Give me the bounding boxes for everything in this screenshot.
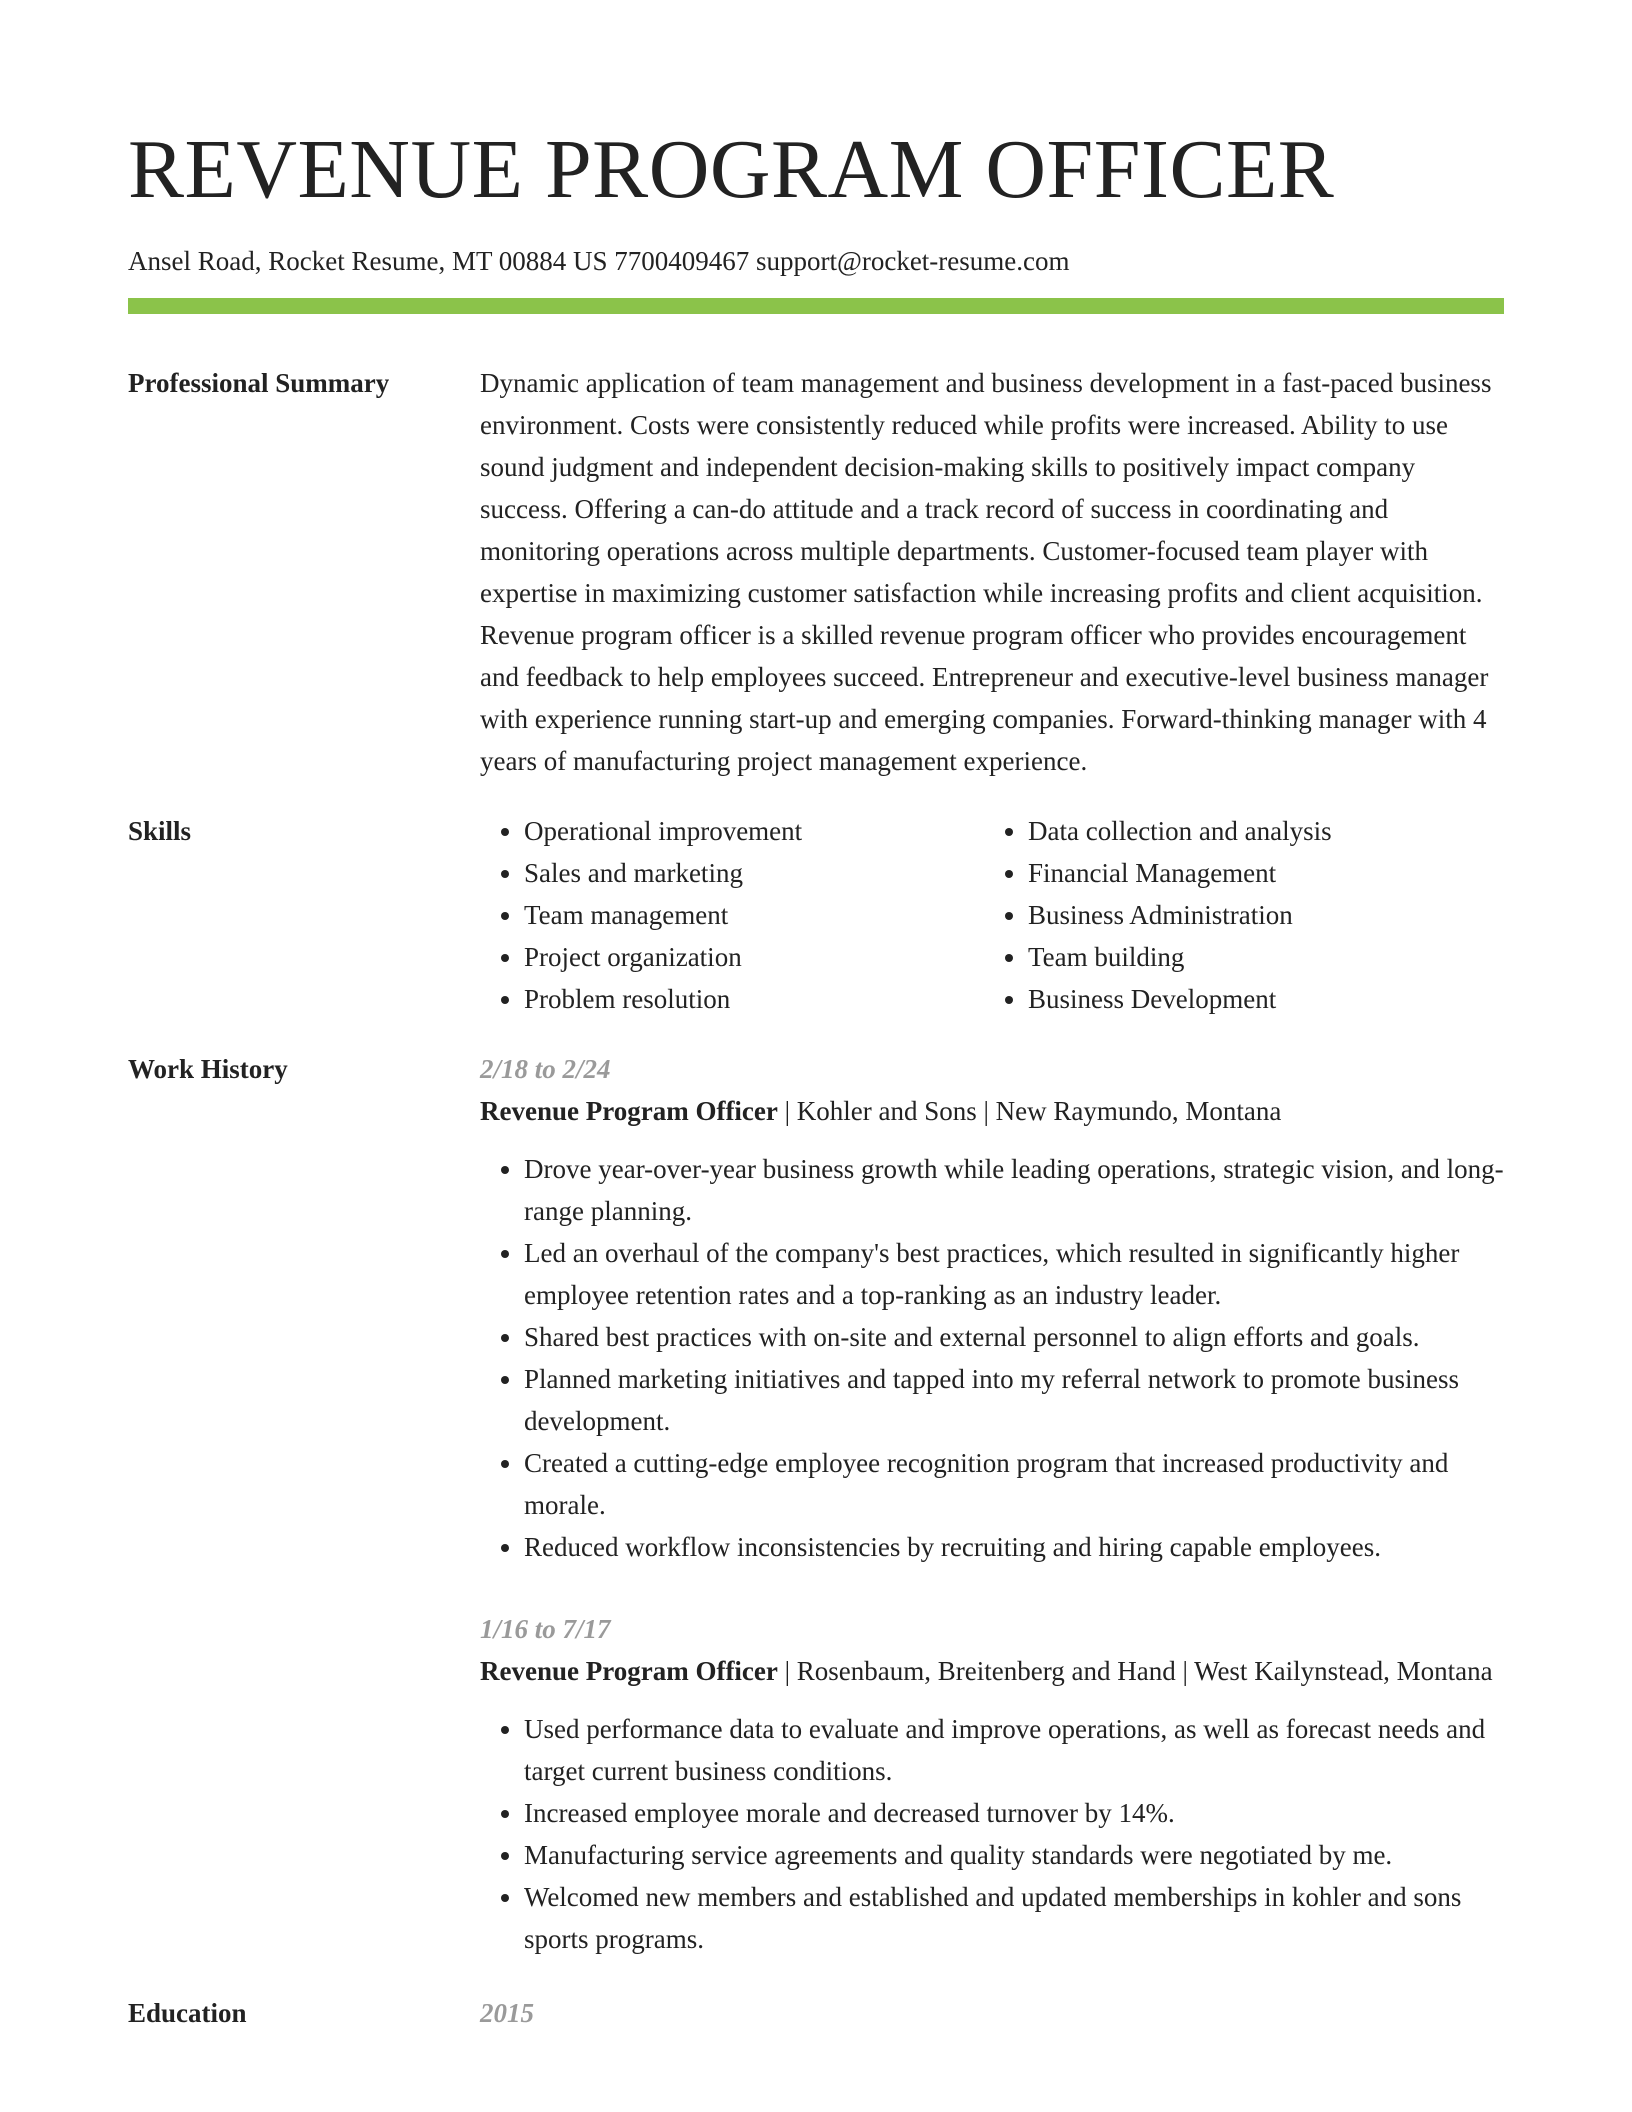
job-bullet: • Led an overhaul of the company's best practices, which resulted in significantly higher employee retention rates and a top-ranking as an industry leader. [524,1232,1504,1316]
education-body [480,1992,1504,2034]
job-details: | Kohler and Sons | New Raymundo, Montana [777,1096,1282,1126]
skill-item: • Sales and marketing [524,852,984,894]
skill-item: • Financial Management [1028,852,1488,894]
skill-item: • Team management [524,894,984,936]
job-bullet-list [480,1148,1504,1568]
resume-title: REVENUE PROGRAM OFFICER [128,123,1335,216]
job-bullet: • Manufacturing service agreements and quality standards were negotiated by me. [524,1834,1504,1876]
education-section [128,1992,1504,2034]
job-date: 1/16 to 7/17 [480,1614,611,1644]
summary-section [128,362,1504,782]
accent-divider [128,298,1504,314]
contact-line: Ansel Road, Rocket Resume, MT 00884 US 7700409467 support@rocket-resume.com [128,246,1070,276]
work-history-section [128,1048,1504,1960]
job-bullet-list [480,1708,1504,1960]
work-history-body [480,1048,1504,1960]
skills-list-left [480,810,984,1020]
job-bullet: • Used performance data to evaluate and improve operations, as well as forecast needs and target current business conditions. [524,1708,1504,1792]
skill-item: • Business Administration [1028,894,1488,936]
job-bullet: • Planned marketing initiatives and tapped into my referral network to promote business development. [524,1358,1504,1442]
skill-item: • Operational improvement [524,810,984,852]
skill-item: • Problem resolution [524,978,984,1020]
resume-page [128,0,1504,2034]
job-bullet: • Drove year-over-year business growth while leading operations, strategic vision, and long-range planning. [524,1148,1504,1232]
job-details: | Rosenbaum, Breitenberg and Hand | West Kailynstead, Montana [777,1656,1493,1686]
job-title-line [480,1090,1504,1132]
job-bullet: • Increased employee morale and decreased turnover by 14%. [524,1792,1504,1834]
skill-item: • Data collection and analysis [1028,810,1488,852]
job-date: 2/18 to 2/24 [480,1054,611,1084]
job-title: Revenue Program Officer [480,1656,778,1686]
education-date: 2015 [480,1998,534,2028]
job-bullet: • Reduced workflow inconsistencies by recruiting and hiring capable employees. [524,1526,1504,1568]
job-title: Revenue Program Officer [480,1096,778,1126]
skills-body [480,810,1504,1020]
job-bullet: • Welcomed new members and established and updated memberships in kohler and sons sports programs. [524,1876,1504,1960]
job-entry [480,1048,1504,1568]
job-title-line [480,1650,1504,1692]
job-entry [480,1608,1504,1960]
skill-item: • Project organization [524,936,984,978]
education-heading: Education [128,1998,247,2028]
skill-item: • Business Development [1028,978,1488,1020]
skills-list-right [984,810,1488,1020]
summary-heading: Professional Summary [128,368,390,398]
summary-text: Dynamic application of team management and business development in a fast-paced business environment. Costs were consistently reduced while profits were increased. Ability to use sound judgment and independent decision-making skills to positively impact company success. Offering a can-do attitude and a track record of success in coordinating and monitoring operations across multiple departments. Customer-focused team player with expertise in maximizing customer satisfaction while increasing profits and client acquisition. Revenue program officer is a skilled revenue program officer who provides encouragement and feedback to help employees succeed. Entrepreneur and executive-level business manager with experience running start-up and emerging companies. Forward-thinking manager with 4 years of manufacturing project management experience. [480,368,1492,776]
work-history-heading: Work History [128,1054,288,1084]
skill-item: • Team building [1028,936,1488,978]
skills-section [128,810,1504,1020]
job-bullet: • Created a cutting-edge employee recognition program that increased productivity and morale. [524,1442,1504,1526]
skills-grid [480,810,1504,1020]
job-bullet: • Shared best practices with on-site and external personnel to align efforts and goals. [524,1316,1504,1358]
skills-heading: Skills [128,816,192,846]
